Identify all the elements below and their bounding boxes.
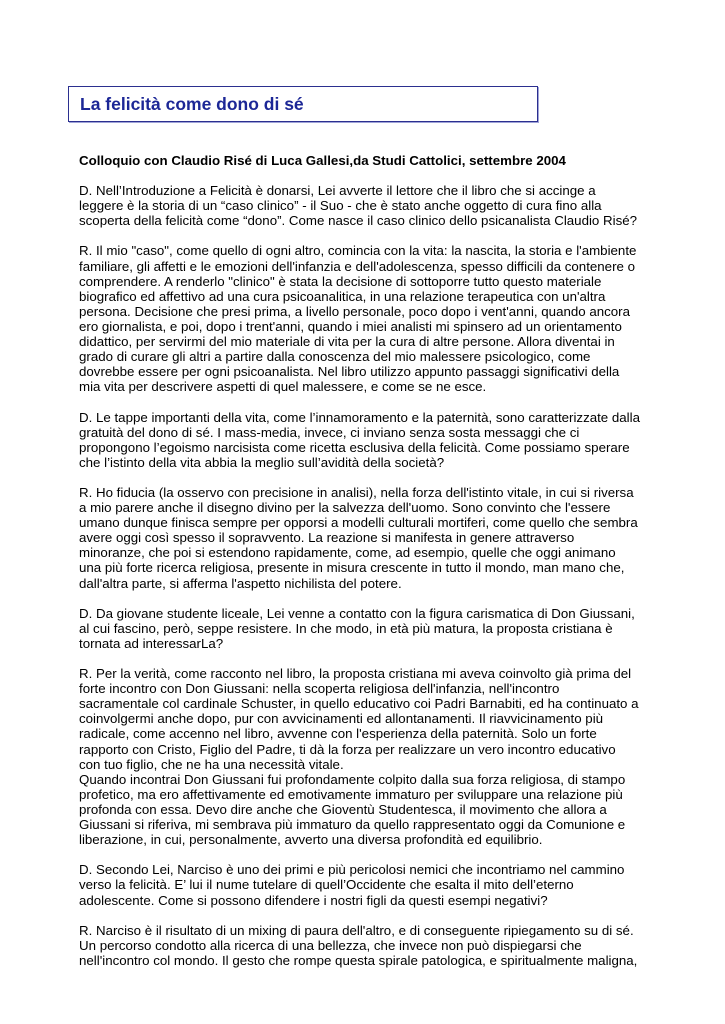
text-line: forte incontro con Don Giussani: nella scoperta religiosa dell'infanzia, nell'incontro: [79, 681, 560, 697]
text-line: coinvolgermi anche dopo, pur con avvicinamenti ed allontanamenti. Il riavvicinamento più: [79, 711, 604, 727]
text-line: rapporto con Cristo, Figlio del Padre, ti dà la forza per realizzare un vero incontro educativo: [79, 741, 616, 757]
text-line: propongono l’egoismo narcisista come ricetta esclusiva della felicità. Come possiamo sperare: [79, 439, 630, 455]
text-line: R. Narciso è il risultato di un mixing di paura dell'altro, e di conseguente ripiegamento su di sé.: [79, 922, 634, 938]
article-subtitle: Colloquio con Claudio Risé di Luca Gallesi,da Studi Cattolici, settembre 2004: [79, 153, 566, 168]
page-title: La felicità come dono di sé: [80, 94, 304, 114]
text-line: biografico ed affettivo ad una cura psicoanalitica, in una relazione terapeutica con un'altra: [79, 288, 606, 304]
text-line: con tuo figlio, che ne ha una necessità vitale.: [79, 756, 344, 772]
text-line: D. Le tappe importanti della vita, come l’innamoramento e la paternità, sono caratterizzate dalla: [79, 409, 640, 425]
question-paragraph: [79, 183, 639, 228]
text-line: a mio parere anche il disegno divino per la salvezza dell'uomo. Sono convinto che l'essere: [79, 500, 611, 516]
text-line: gratuità del dono di sé. I mass-media, invece, ci inviano senza sosta messaggi che ci: [79, 424, 580, 440]
text-line: Quando incontrai Don Giussani fui profondamente colpito dalla sua forza religiosa, di stampo: [79, 771, 626, 787]
paragraph-list: [79, 183, 639, 968]
text-line: leggere è la storia di un “caso clinico” - il Suo - che è stato anche oggetto di cura fino alla: [79, 198, 602, 214]
text-line: che l’istinto della vita abbia la meglio sull’avidità della società?: [79, 454, 445, 470]
text-line: una più forte ricerca religiosa, presente in misura crescente in tutto il mondo, man mano che,: [79, 560, 625, 576]
text-line: dovrebbe essere per ogni psicoanalista. Nel libro utilizzo appunto passaggi significativi della: [79, 364, 620, 380]
text-line: R. Per la verità, come racconto nel libro, la proposta cristiana mi aveva coinvolto già prima del: [79, 666, 632, 682]
text-line: scoperta della felicità come “dono”. Come nasce il caso clinico dello psicanalista Claudio Risé?: [79, 213, 638, 229]
answer-paragraph: [79, 485, 639, 591]
question-paragraph: [79, 410, 639, 470]
question-paragraph: [79, 862, 639, 907]
text-line: R. Ho fiducia (la osservo con precisione in analisi), nella forza dell'istinto vitale, in cui si riversa: [79, 484, 634, 500]
text-line: radicale, come accenno nel libro, avvenne con l'esperienza della paternità. Solo un forte: [79, 726, 597, 742]
text-line: ero giornalista, e poi, dopo i trent'anni, quando i miei analisti mi spinsero ad un orientamento: [79, 318, 622, 334]
text-line: D. Nell’Introduzione a Felicità è donarsi, Lei avverte il lettore che il libro che si accinge a: [79, 183, 596, 199]
answer-paragraph: [79, 666, 639, 847]
text-line: nell'incontro col mondo. Il gesto che rompe questa spirale patologica, e spiritualmente maligna,: [79, 952, 638, 968]
text-line: adolescente. Come si possono difendere i nostri figli da questi esempi negativi?: [79, 892, 548, 908]
text-line: Giussani si riferiva, mi sembrava più immaturo da quello rappresentato oggi da Comunione e: [79, 817, 626, 833]
text-line: didattico, per servirmi del mio materiale di vita per la cura di altre persone. Allora diventai in: [79, 334, 615, 350]
text-line: avere oggi così spesso il sopravvento. La reazione si manifesta in genere attraverso: [79, 530, 575, 546]
text-line: D. Da giovane studente liceale, Lei venne a contatto con la figura carismatica di Don Giussani,: [79, 605, 635, 621]
text-line: tornata ad interessarLa?: [79, 635, 224, 651]
question-paragraph: [79, 606, 639, 651]
text-line: verso la felicità. E’ lui il nume tutelare di quell’Occidente che esalta il mito dell’eterno: [79, 877, 574, 893]
text-line: persona. Decisione che presi prima, a livello personale, poco dopo i vent'anni, quando ancora: [79, 303, 631, 319]
text-line: R. Il mio "caso", come quello di ogni altro, comincia con la vita: la nascita, la storia e l'ambiente: [79, 243, 637, 259]
title-box: [68, 86, 538, 122]
text-line: grado di curare gli altri a partire dalla conoscenza del mio malessere psicologico, come: [79, 349, 591, 365]
text-line: Un percorso condotto alla ricerca di una bellezza, che invece non può dispiegarsi che: [79, 937, 582, 953]
answer-paragraph: [79, 923, 639, 968]
text-line: familiare, gli affetti e le emozioni dell'infanzia e dell'adolescenza, spesso difficili da contenere o: [79, 258, 635, 274]
text-line: comprendere. A renderlo "clinico" è stata la decisione di sottoporre tutto questo materiale: [79, 273, 602, 289]
text-line: liberazione, in cui, personalmente, avverto una diversa profondità ed equilibrio.: [79, 832, 543, 848]
text-line: minoranze, che poi si estendono rapidamente, come, ad esempio, quelle che oggi animano: [79, 545, 616, 561]
text-line: D. Secondo Lei, Narciso è uno dei primi e più pericolosi nemici che incontriamo nel cammino: [79, 862, 625, 878]
answer-paragraph: [79, 243, 639, 394]
article-body: [79, 153, 639, 983]
text-line: al cui fascino, però, seppe resistere. In che modo, in età più matura, la proposta cristiana è: [79, 620, 613, 636]
text-line: mia vita per descrivere aspetti di quel malessere, e come se ne esce.: [79, 379, 487, 395]
text-line: sacramentale col cardinale Schuster, in quello educativo coi Padri Barnabiti, ed ha continuato a: [79, 696, 639, 712]
text-line: dall'altra parte, si afferma l'aspetto nichilista del potere.: [79, 575, 402, 591]
text-line: profonda con essa. Devo dire anche che Gioventù Studentesca, il movimento che allora a: [79, 801, 607, 817]
text-line: profetico, ma ero affettivamente ed emotivamente immaturo per sviluppare una relazione più: [79, 786, 623, 802]
text-line: umano dunque finisca sempre per opporsi a modelli culturali mortiferi, come quello che sembra: [79, 515, 638, 531]
